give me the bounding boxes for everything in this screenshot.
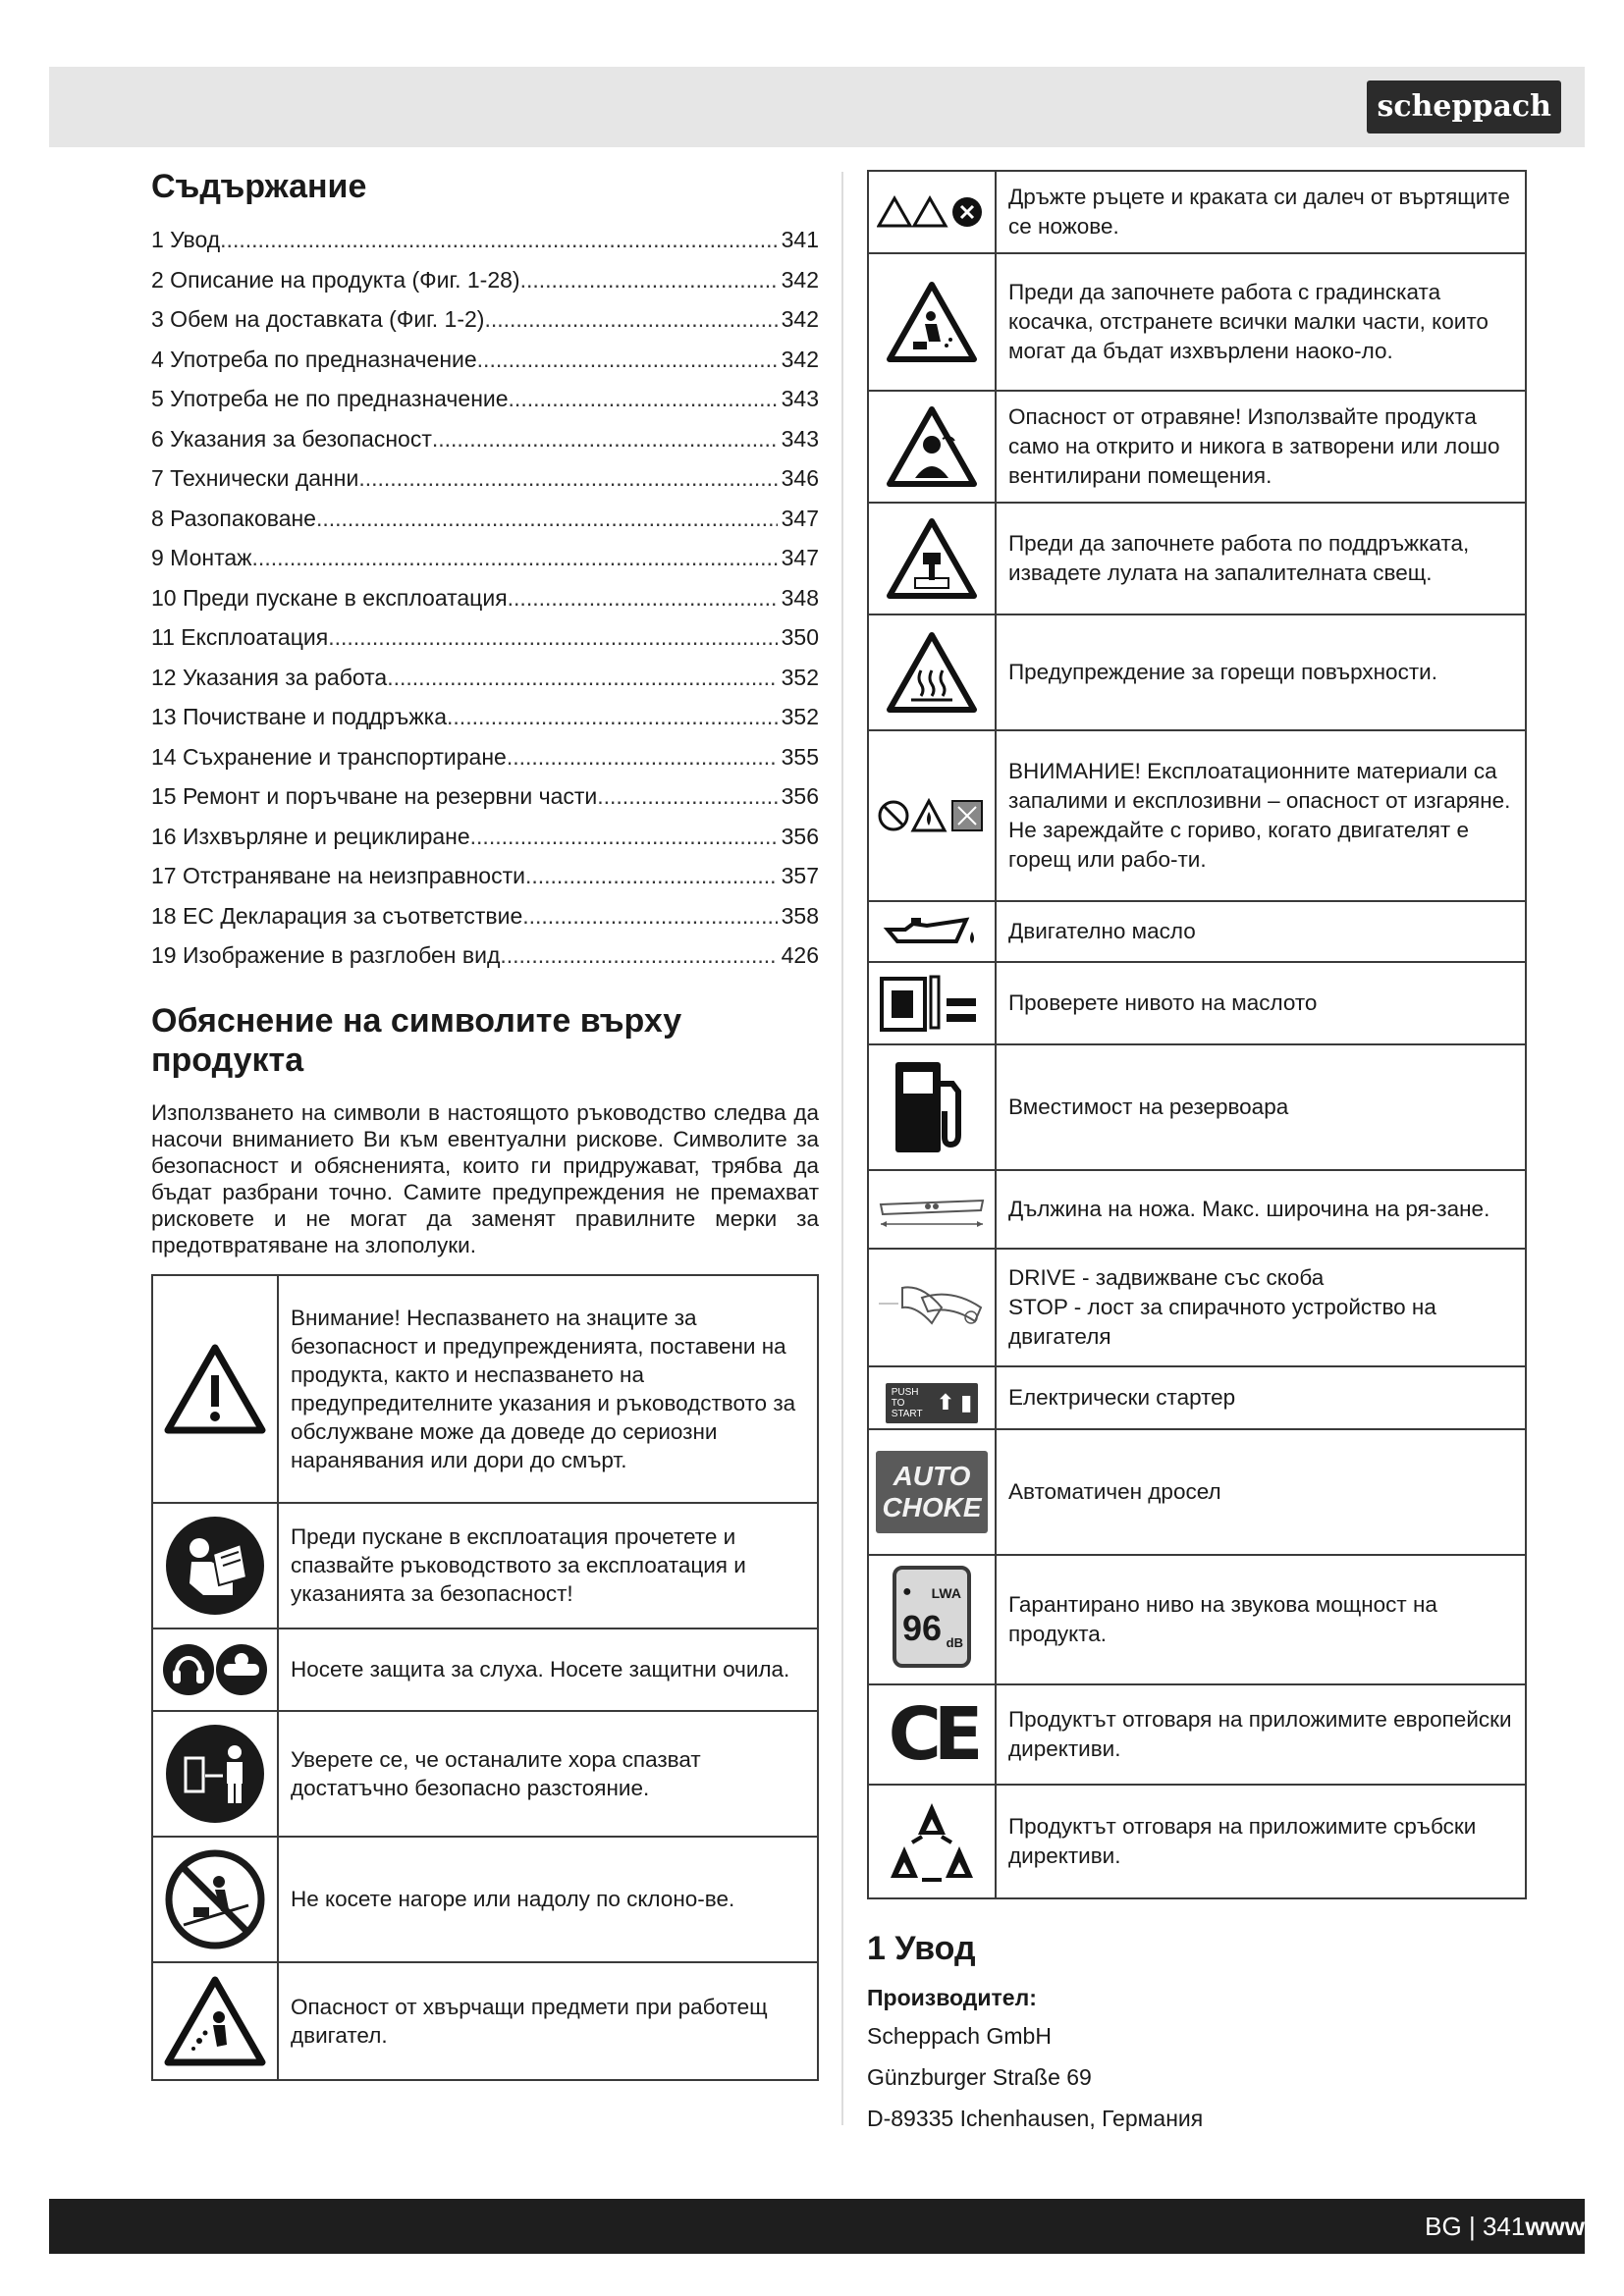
rotating-blades-icon [877,194,987,230]
toc-item[interactable]: 17 Отстраняване на неизправности ..... 357 [151,856,819,896]
symbol-description: Преди да започнете работа с градинската косачка, отстранете всички малки части, които могат да бъдат изхвърлени наоко-ло. [996,253,1526,391]
no-slope-mowing-icon [164,1848,266,1950]
table-row [868,1429,1526,1555]
address-line: Scheppach GmbH [867,2023,1052,2049]
flying-objects-icon [164,1976,266,2066]
drive-stop-icon [873,1278,991,1337]
column-divider [841,172,843,2125]
symbol-description: Преди да започнете работа по поддръжката, извадете лулата на запалителната свещ. [996,503,1526,614]
scheppach-logo: scheppach [1367,80,1561,133]
table-row [868,171,1526,253]
symbol-description: Преди пускане в експлоатация прочетете и спазвайте ръководството за експлоатация и указанията за безопасност! [278,1503,818,1629]
symbol-description: Уверете се, че останалите хора спазват достатъчно безопасно разстояние. [278,1711,818,1837]
table-row [868,614,1526,730]
auto-choke-icon: AUTO CHOKE [876,1451,987,1533]
keep-distance-icon [164,1723,266,1825]
page-number: BG | 341www [1425,2212,1585,2241]
electric-starter-icon: PUSH TO START ⬆ ▮ [886,1383,979,1423]
toc-item[interactable]: 7 Технически данни ..... 346 [151,458,819,499]
footer-bar [49,2199,1585,2254]
symbol-description: Електрически стартер [996,1366,1526,1429]
symbol-description: Опасност от хвърчащи предмети при работещ двигател. [278,1962,818,2080]
symbol-description: ВНИМАНИЕ! Експлоатационните материали са запалими и експлозивни – опасност от изгаряне. Не зареждайте с гориво, когато двигателят е горещ или рабо-ти. [996,730,1526,901]
symbol-description: Внимание! Неспазването на знаците за безопасност и предупрежденията, поставени на продукта, както и неспазването на предупредителните указания и ръководството за обслужване може да доведе до сериозни наранявания или дори до смърт. [278,1275,818,1503]
table-row [152,1275,818,1503]
table-row [868,1044,1526,1170]
symbol-description: Продуктът отговаря на приложимите сръбски директиви. [996,1785,1526,1898]
read-manual-icon [164,1515,266,1617]
toc-item[interactable]: 12 Указания за работа ..... 352 [151,658,819,698]
symbol-description: Автоматичен дросел [996,1429,1526,1555]
toc-item[interactable]: 18 ЕС Декларация за съответствие ..... 358 [151,896,819,936]
poisoning-icon [886,405,978,488]
toc-title: Съдържание [151,168,367,205]
symbol-description: DRIVE - задвижване със скоба STOP - лост за спирачното устройство на двигателя [996,1249,1526,1366]
symbols-intro-text: Използването на символи в настоящото ръководство следва да насочи вниманието Ви към евентуални рискове. Символите за безопасност и обясненията, които ги придружават, трябва да бъдат разбрани точно. Самите предупреждения не премахват рисковете и не могат да заменят правилните мерки за предотвратяване на злополуки. [151,1099,819,1257]
serbian-mark-icon [883,1797,981,1886]
sound-power-icon: ● LWA 96 dB [893,1566,971,1668]
toc-item[interactable]: 19 Изображение в разглобен вид ..... 426 [151,935,819,976]
table-row [868,253,1526,391]
table-row [868,730,1526,901]
symbols-section-title: Обяснение на символите върху продукта [151,1001,682,1079]
table-row [868,1366,1526,1429]
toc-item[interactable]: 16 Изхвърляне и рециклиране ..... 356 [151,817,819,857]
symbol-description: Двигателно масло [996,901,1526,962]
toc-item[interactable]: 14 Съхранение и транспортиране ..... 355 [151,737,819,777]
toc-item[interactable]: 2 Описание на продукта (Фиг. 1-28) ..... 342 [151,260,819,300]
spark-plug-icon [886,517,978,600]
flammable-icon [878,798,986,833]
oil-level-icon [878,969,986,1038]
toc-list [151,220,819,976]
address-line: D-89335 Ichenhausen, Германия [867,2106,1204,2131]
table-row [152,1711,818,1837]
table-row [152,1962,818,2080]
symbol-description: Дължина на ножа. Макс. широчина на ря-зане. [996,1170,1526,1249]
hearing-eye-protection-icon [161,1642,269,1697]
remove-objects-icon [886,281,978,363]
toc-item[interactable]: 4 Употреба по предназначение ..... 342 [151,340,819,380]
table-row [868,1249,1526,1366]
toc-item[interactable]: 6 Указания за безопасност ..... 343 [151,419,819,459]
toc-item[interactable]: 3 Обем на доставката (Фиг. 1-2) ..... 342 [151,299,819,340]
toc-item[interactable]: 15 Ремонт и поръчване на резервни части ..... 356 [151,776,819,817]
symbol-description: Опасност от отравяне! Използвайте продукта само на открито и никога в затворени или лошо вентилирани помещения. [996,391,1526,503]
table-row [152,1503,818,1629]
toc-item[interactable]: 5 Употреба не по предназначение ..... 343 [151,379,819,419]
toc-item[interactable]: 9 Монтаж ..... 347 [151,538,819,578]
header-bar [49,67,1585,147]
toc-item[interactable]: 1 Увод ..... 341 [151,220,819,260]
symbol-description: Не косете нагоре или надолу по склоно-ве. [278,1837,818,1962]
table-row [868,391,1526,503]
table-row [868,1170,1526,1249]
table-row [868,901,1526,962]
symbol-description: Предупреждение за горещи повърхности. [996,614,1526,730]
blade-length-icon [873,1185,991,1234]
right-symbol-table [867,170,1527,1899]
table-row [868,503,1526,614]
left-column [151,167,819,2081]
symbol-description: Гарантирано ниво на звукова мощност на продукта. [996,1555,1526,1684]
table-row [152,1629,818,1711]
address-line: Günzburger Straße 69 [867,2064,1092,2090]
manufacturer-label: Производител: [867,1985,1037,2010]
toc-item[interactable]: 10 Преди пускане в експлоатация ..... 348 [151,578,819,618]
intro-heading: 1 Увод [867,1930,976,1967]
engine-oil-icon [878,912,986,951]
warning-triangle-icon [164,1344,266,1434]
table-row [868,1555,1526,1684]
toc-item[interactable]: 11 Експлоатация ..... 350 [151,617,819,658]
fuel-tank-icon [888,1056,976,1158]
right-column [867,170,1527,2139]
table-row [868,1684,1526,1785]
table-row [868,962,1526,1044]
toc-item[interactable]: 8 Разопаковане ..... 347 [151,499,819,539]
left-symbol-table [151,1274,819,2081]
symbol-description: Проверете нивото на маслото [996,962,1526,1044]
toc-item[interactable]: 13 Почистване и поддръжка ..... 352 [151,697,819,737]
symbol-description: Дръжте ръцете и краката си далеч от въртящите се ножове. [996,171,1526,253]
ce-mark-icon: CE [888,1692,976,1777]
symbol-description: Носете защита за слуха. Носете защитни очила. [278,1629,818,1711]
symbol-description: Продуктът отговаря на приложимите европейски директиви. [996,1684,1526,1785]
table-row [152,1837,818,1962]
table-row [868,1785,1526,1898]
hot-surface-icon [886,631,978,714]
symbol-description: Вместимост на резервоара [996,1044,1526,1170]
